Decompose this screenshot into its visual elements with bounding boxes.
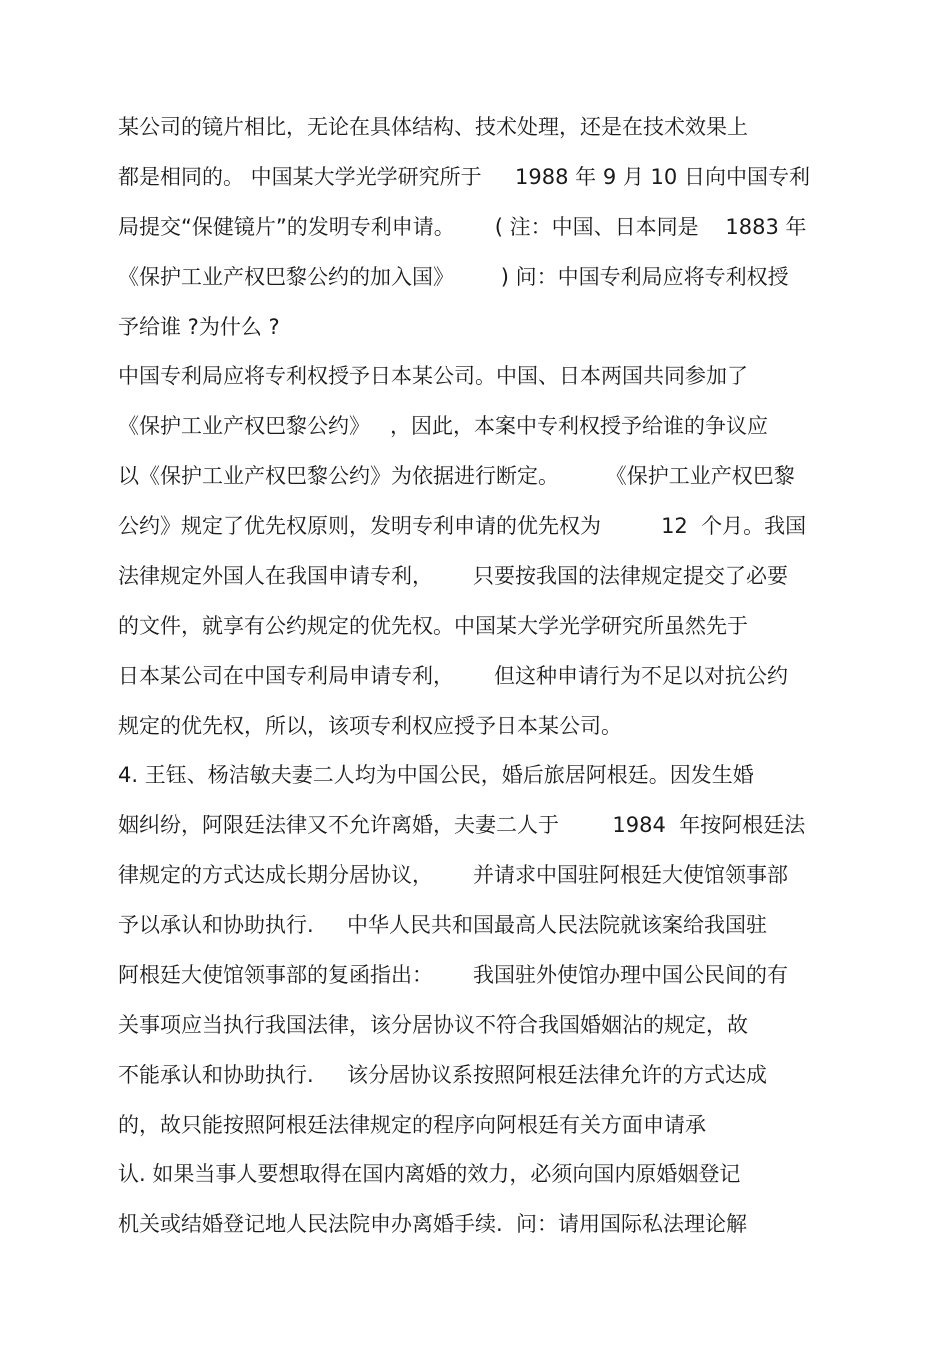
text-line: 日本某公司在中国专利局申请专利， 但这种申请行为不足以对抗公约: [118, 664, 789, 688]
text-line: 公约》规定了优先权原则，发明专利申请的优先权为 12 个月。我国: [118, 514, 807, 538]
text-line: 机关或结婚登记地人民法院申办离婚手续. 问：请用国际私法理论解: [118, 1212, 748, 1236]
text-line: 关事项应当执行我国法律，该分居协议不符合我国婚姻沾的规定，故: [118, 1013, 748, 1037]
text-line: 《保护工业产权巴黎公约的加入国》 ) 问：中国专利局应将专利权授: [118, 265, 789, 289]
text-line: 4. 王钰、杨洁敏夫妻二人均为中国公民，婚后旅居阿根廷。因发生婚: [118, 763, 754, 787]
text-line: 予以承认和协助执行. 中华人民共和国最高人民法院就该案给我国驻: [118, 913, 768, 937]
text-line: 的，故只能按照阿根廷法律规定的程序向阿根廷有关方面申请承: [118, 1113, 706, 1137]
text-line: 予给谁 ?为什么 ?: [118, 315, 280, 339]
text-line: 《保护工业产权巴黎公约》 ，因此，本案中专利权授予给谁的争议应: [118, 414, 769, 438]
text-line: 不能承认和协助执行. 该分居协议系按照阿根廷法律允许的方式达成: [118, 1063, 768, 1087]
text-line: 都是相同的。 中国某大学光学研究所于 1988 年 9 月 10 日向中国专利: [118, 165, 810, 189]
text-line: 以《保护工业产权巴黎公约》为依据进行断定。 《保护工业产权巴黎: [118, 464, 795, 488]
text-line: 某公司的镜片相比，无论在具体结构、技术处理，还是在技术效果上: [118, 115, 748, 139]
text-line: 认. 如果当事人要想取得在国内离婚的效力，必须向国内原婚姻登记: [118, 1162, 741, 1186]
text-line: 中国专利局应将专利权授予日本某公司。中国、日本两国共同参加了: [118, 364, 748, 388]
text-line: 姻纠纷，阿限廷法律又不允许离婚，夫妻二人于 1984 年按阿根廷法: [118, 813, 806, 837]
text-line: 阿根廷大使馆领事部的复函指出： 我国驻外使馆办理中国公民间的有: [118, 963, 789, 987]
text-line: 规定的优先权，所以，该项专利权应授予日本某公司。: [118, 714, 622, 738]
text-line: 法律规定外国人在我国申请专利， 只要按我国的法律规定提交了必要: [118, 564, 789, 588]
text-line: 局提交“保健镜片”的发明专利申请。 ( 注：中国、日本同是 1883 年: [118, 215, 807, 239]
text-line: 律规定的方式达成长期分居协议， 并请求中国驻阿根廷大使馆领事部: [118, 863, 789, 887]
text-line: 的文件，就享有公约规定的优先权。中国某大学光学研究所虽然先于: [118, 614, 748, 638]
